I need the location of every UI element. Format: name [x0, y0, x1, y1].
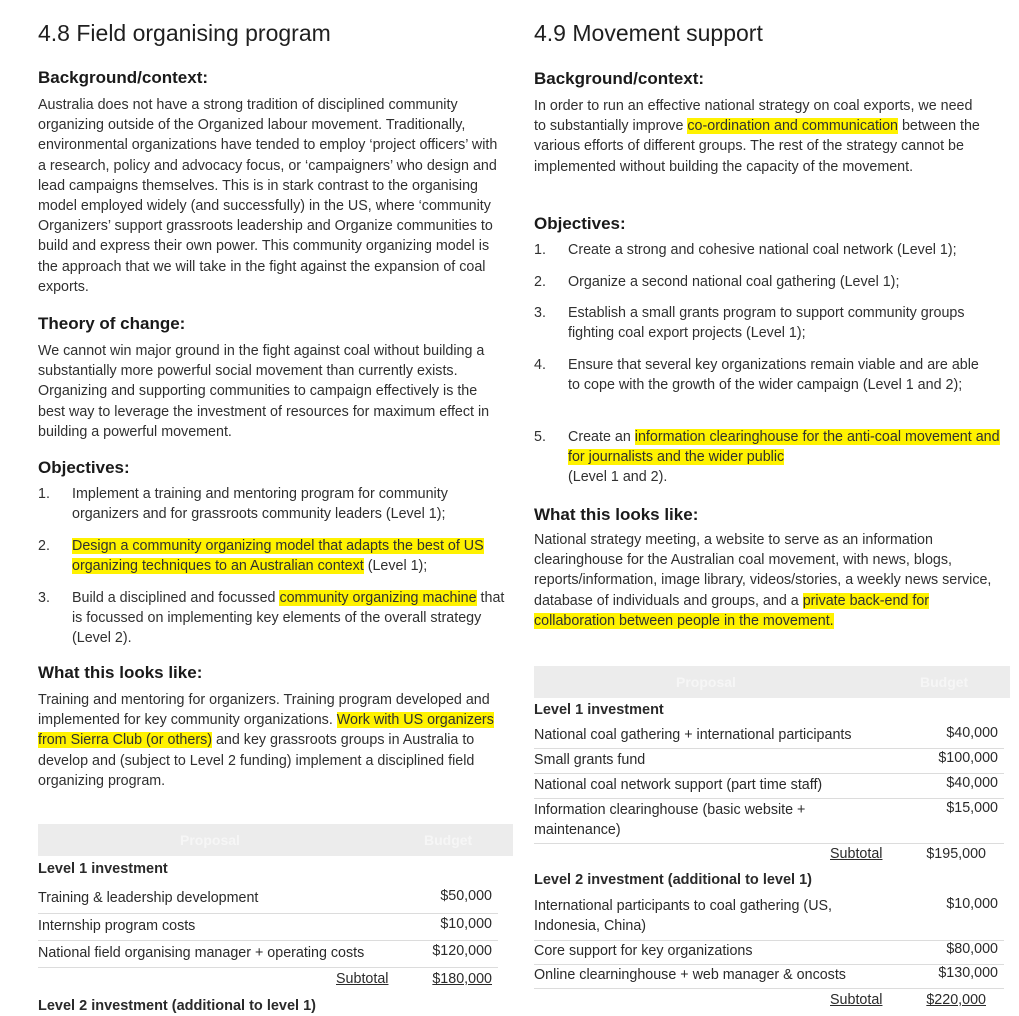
highlighted-text: Design a community organizing model that adapts the best of US organizing techniques to an Australian context	[72, 538, 484, 575]
looks-like-heading: What this looks like:	[534, 505, 699, 524]
objective-text: Create a strong and cohesive national coal network (Level 1);	[568, 242, 957, 258]
looks-like-paragraph	[534, 530, 1010, 631]
theory-heading: Theory of change:	[38, 314, 186, 333]
objective-number: 1.	[534, 242, 546, 258]
theory-paragraph: We cannot win major ground in the fight against coal without building a substantially more powerful social movement than currently exists. Organizing and supporting communities to campaign effectively is the best way to leverage the investment of resources for maximum effect in building a powerful movement.	[38, 343, 490, 440]
table-row	[534, 774, 1004, 799]
highlighted-text: co-ordination and communication	[687, 118, 898, 135]
background-heading: Background/context:	[534, 69, 705, 88]
row-item: Online clearninghouse + web manager & oncosts	[534, 967, 846, 983]
objective-number: 5.	[534, 429, 546, 445]
section-title: 4.9 Movement support	[534, 20, 763, 46]
looks-like-text: National strategy meeting, a website to serve as an information clearinghouse for the Australian coal movement, with news, blogs, reports/information, image library, videos/stories, a weekly news service, database of individuals and groups, and a	[534, 532, 992, 609]
objective-number: 3.	[38, 590, 50, 606]
subtotal-value: $195,000	[926, 846, 986, 862]
table-row	[38, 886, 498, 914]
level1-heading: Level 1 investment	[534, 702, 664, 718]
budget-table	[534, 666, 1010, 1014]
highlighted-text: private back-end for collaboration between people in the movement.	[534, 592, 930, 629]
subtotal-label: Subtotal	[336, 971, 389, 987]
subtotal-value: $220,000	[926, 992, 986, 1008]
budget-table	[38, 824, 513, 1014]
row-amount: $100,000	[938, 750, 998, 766]
table-row	[534, 799, 1004, 844]
section-title: 4.8 Field organising program	[38, 20, 331, 46]
objective-text: (Level 1);	[367, 558, 428, 575]
subtotal-value: $180,000	[432, 971, 492, 987]
table-header	[534, 666, 1010, 698]
level2-heading: Level 2 investment (additional to level 1)	[534, 872, 812, 888]
row-item: International participants to coal gathering (US, Indonesia, China)	[534, 898, 833, 934]
subtotal-row	[534, 846, 986, 866]
highlighted-text: information clearinghouse for the anti-coal movement and for journalists and the wider public	[568, 429, 1000, 466]
highlighted-text: community organizing machine	[279, 590, 477, 606]
table-row	[38, 914, 498, 941]
row-item: Information clearinghouse (basic website + maintenance)	[534, 802, 806, 838]
objective-number: 4.	[534, 357, 546, 373]
objective-text: Build a disciplined and focussed	[72, 590, 276, 606]
objective-text: (Level 1 and 2).	[568, 469, 668, 486]
table-row	[534, 941, 1004, 965]
objectives-heading: Objectives:	[534, 214, 626, 233]
background-text: between the various efforts of different groups. The rest of the strategy cannot be implemented without building the capacity of the movement.	[534, 118, 980, 175]
background-paragraph: Australia does not have a strong tradition of disciplined community organizing outside of the Organized labour movement. Traditionally, environmental organizations have tended to employ ‘project officers’ with a research, policy and advocacy focus, or ‘campaigners’ who design and lead campaigns themselves. This is in stark contrast to the organising model employed widely (and successfully) in the US, where ‘community Organizers’ support grassroots leadership and Organize communities to build and express their own power. This community organizing model is the approach that we will take in the fight against the expansion of coal exports.	[38, 97, 498, 295]
table-row	[38, 941, 498, 968]
row-item: Internship program costs	[38, 918, 196, 934]
row-item: National field organising manager + operating costs	[38, 945, 365, 961]
subtotal-label: Subtotal	[830, 992, 883, 1008]
objective-text: Establish a small grants program to support community groups fighting coal export projects (Level 1);	[568, 305, 965, 342]
row-amount: $120,000	[432, 943, 492, 959]
objective-text: Create an	[568, 429, 631, 445]
table-row	[534, 895, 1004, 941]
row-amount: $10,000	[440, 916, 492, 932]
looks-like-heading: What this looks like:	[38, 663, 203, 682]
row-amount: $40,000	[946, 775, 998, 791]
objective-text: Ensure that several key organizations remain viable and are able to cope with the growth of the wider campaign (Level 1 and 2);	[568, 357, 979, 394]
looks-like-text: Training and mentoring for organizers. Training program developed and implemented for key community organizations.	[38, 692, 490, 729]
subtotal-row	[534, 992, 986, 1012]
table-row	[534, 724, 1004, 749]
objective-number: 2.	[38, 538, 50, 554]
row-amount: $40,000	[946, 725, 998, 741]
subtotal-label: Subtotal	[830, 846, 883, 862]
objective-text: Organize a second national coal gathering (Level 1);	[568, 274, 900, 290]
objectives-heading: Objectives:	[38, 458, 130, 477]
column-header-proposal: Proposal	[676, 674, 736, 690]
background-text: In order to run an effective national strategy on coal exports, we need to substantially improve	[534, 98, 973, 135]
row-item: National coal network support (part time staff)	[534, 777, 823, 793]
objective-text: Implement a training and mentoring program for community organizers and for grassroots community leaders (Level 1);	[72, 486, 448, 523]
table-header	[38, 824, 513, 856]
row-item: Core support for key organizations	[534, 943, 753, 959]
column-header-budget: Budget	[920, 674, 969, 690]
table-row	[534, 965, 1004, 989]
level2-heading: Level 2 investment (additional to level 1)	[38, 998, 316, 1014]
objective-number: 3.	[534, 305, 546, 321]
column-header-budget: Budget	[424, 832, 473, 848]
background-paragraph	[534, 96, 982, 177]
looks-like-paragraph	[38, 690, 508, 791]
background-heading: Background/context:	[38, 68, 209, 87]
row-item: National coal gathering + international participants	[534, 727, 852, 743]
row-amount: $130,000	[938, 965, 998, 981]
row-amount: $50,000	[440, 888, 492, 904]
row-item: Training & leadership development	[38, 890, 259, 906]
level1-heading: Level 1 investment	[38, 861, 168, 877]
objective-number: 2.	[534, 274, 546, 290]
objective-number: 1.	[38, 486, 50, 502]
objective-text: that is focussed on implementing key elements of the overall strategy (Level 2).	[72, 590, 505, 647]
highlighted-text: Work with US organizers from Sierra Club (or others)	[38, 712, 494, 749]
row-amount: $15,000	[946, 800, 998, 816]
row-amount: $10,000	[946, 896, 998, 912]
row-amount: $80,000	[946, 941, 998, 957]
looks-like-text: and key grassroots groups in Australia to develop and (subject to Level 2 funding) implement a disciplined field organizing program.	[38, 732, 475, 789]
table-row	[534, 749, 1004, 774]
row-item: Small grants fund	[534, 752, 646, 768]
column-header-proposal: Proposal	[180, 832, 240, 848]
subtotal-row	[38, 971, 492, 991]
